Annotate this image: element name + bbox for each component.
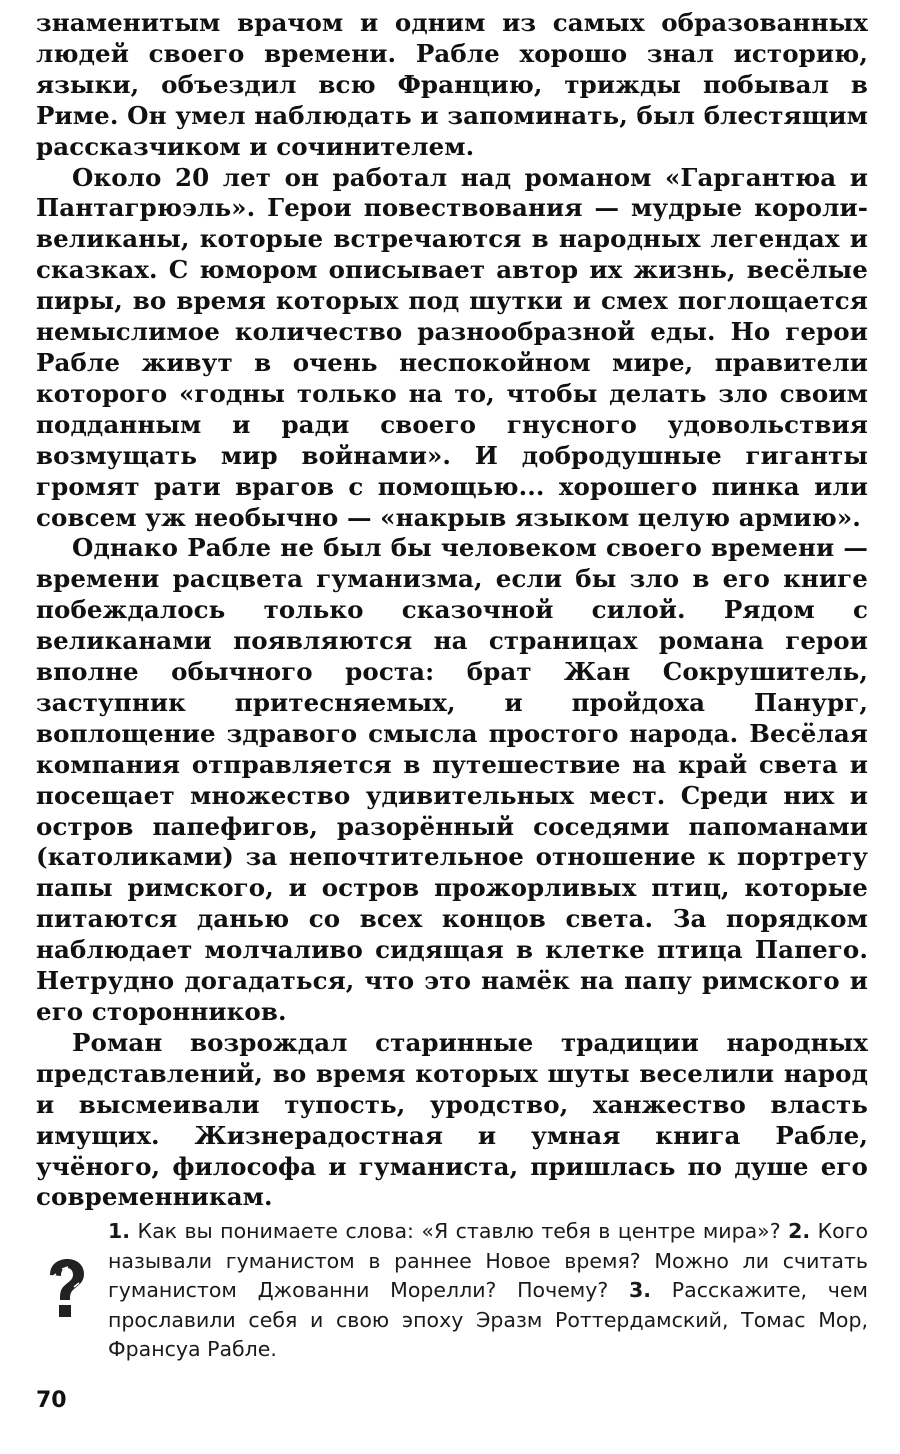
question-2-number: 2. [788,1219,811,1243]
paragraph-1: знаменитым врачом и одним из самых образованных людей своего времени. Рабле хорошо знал историю, языки, объездил всю Францию, трижды побывал в Риме. Он умел наблюдать и запоминать, был блестящим рассказчиком и сочинителем. [36,8,868,161]
textbook-page [36,8,868,1413]
paragraph-2: Около 20 лет он работал над романом «Гаргантюа и Пантагрюэль». Герои повествования — мудрые короли-великаны, которые встречаются в народных легендах и сказках. С юмором описывает автор их жизнь, весёлые пиры, во время которых под шутки и смех поглощается немыслимое количество разнообразной еды. Но герои Рабле живут в очень неспокойном мире, правители которого «годны только на то, чтобы делать зло своим подданным и ради своего гнусного удовольствия возмущать мир войнами». И добродушные гиганты громят рати врагов с помощью... хорошего пинка или совсем уж необычно — «накрыв языком целую армию». [36,162,868,532]
questions-text [108,1217,868,1365]
question-3-text: Расскажите, чем прославили себя и свою эпоху Эразм Роттердамский, Томас Мор, Франсуа Рабле. [108,1278,868,1361]
main-text [36,8,868,1213]
page-number: 70 [36,1388,67,1413]
paragraph-3: Однако Рабле не был бы человеком своего времени — времени расцвета гуманизма, если бы зло в его книге побеждалось только сказочной силой. Рядом с великанами появляются на страницах романа герои вполне обычного роста: брат Жан Сокрушитель, заступник притесняемых, и пройдоха Панург, воплощение здравого смысла простого народа. Весёлая компания отправляется в путешествие на край света и посещает множество удивительных мест. Среди них и остров папефигов, разорённый соседями папоманами (католиками) за непочтительное отношение к портрету папы римского, и остров прожорливых птиц, которые питаются данью со всех концов света. За порядком наблюдает молчаливо сидящая в клетке птица Папего. Нетрудно догадаться, что это намёк на папу римского и его сторонников. [36,533,868,1026]
paragraph-4: Роман возрождал старинные традиции народных представлений, во время которых шуты веселили народ и высмеивали тупость, уродство, ханжество власть имущих. Жизнерадостная и умная книга Рабле, учёного, философа и гуманиста, пришлась по душе его современникам. [36,1027,868,1212]
question-mark-icon [44,1257,88,1321]
questions-block [36,1217,868,1365]
question-2-text: Кого называли гуманистом в раннее Новое время? Можно ли считать гуманистом Джованни Морелли? Почему? [108,1219,868,1302]
question-1-text: Как вы понимаете слова: «Я ставлю тебя в центре мира»? [130,1219,789,1243]
question-3-number: 3. [629,1278,652,1302]
question-1-number: 1. [108,1219,131,1243]
